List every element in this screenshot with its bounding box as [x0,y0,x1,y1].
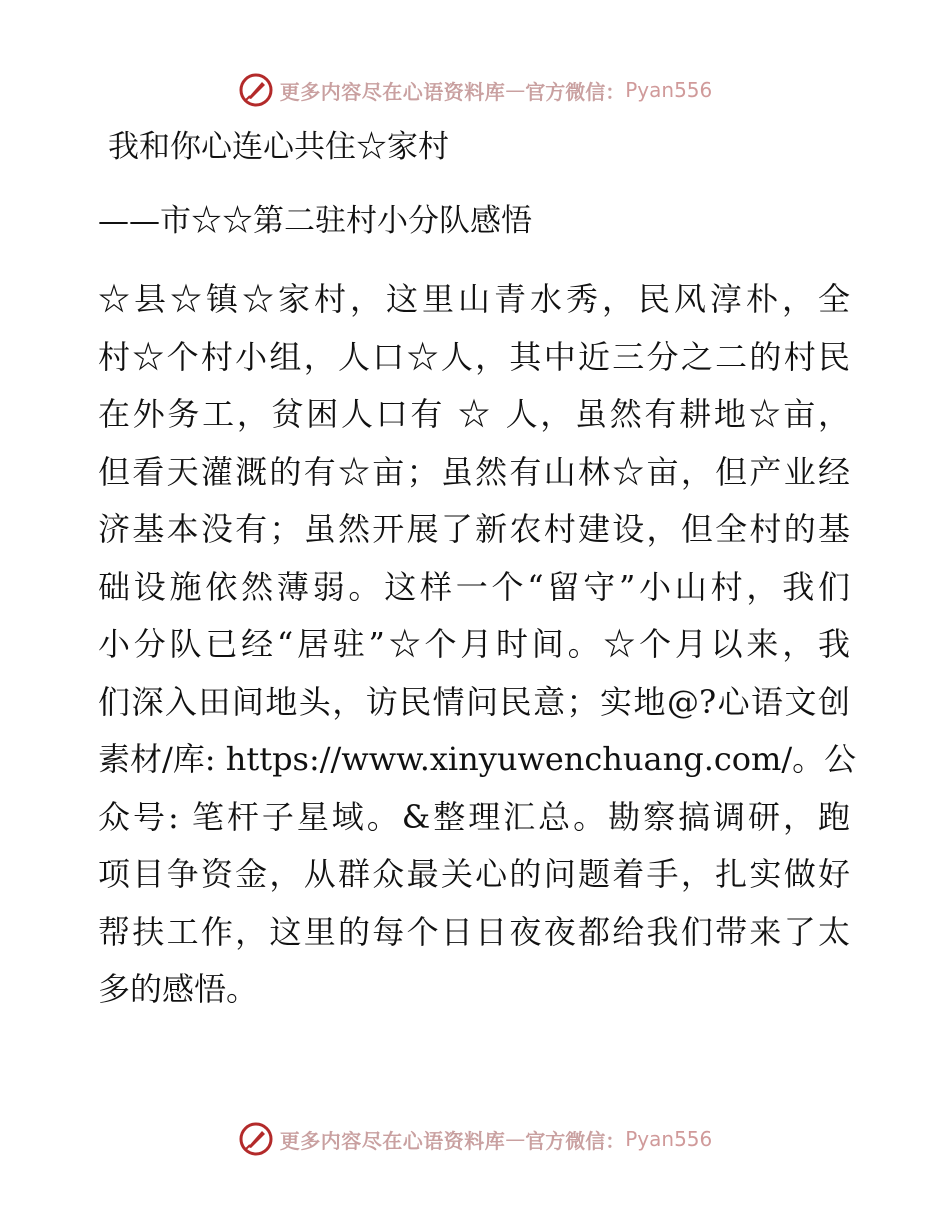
quill-pen-logo-icon [238,72,274,108]
paragraph-line: 在外务工，贫困人口有 ☆ 人，虽然有耕地☆亩， [98,395,850,433]
paragraph-line: ☆县☆镇☆家村，这里山青水秀，民风淳朴，全 [98,280,850,318]
banner-wechat-id: Pyan556 [625,78,713,102]
paragraph-line: 素材/库: https://www.xinyuwenchuang.com/。公 [98,740,857,778]
document-title: 我和你心连心共住☆家村 [108,129,449,165]
banner-wechat-id: Pyan556 [625,1127,713,1151]
quill-pen-logo-icon [238,1121,274,1157]
paragraph-line: 村☆个村小组，人口☆人，其中近三分之二的村民 [98,337,850,376]
paragraph-line: 济基本没有；虽然开展了新农村建设，但全村的基 [98,510,850,548]
paragraph-line: 多的感悟。 [98,970,259,1008]
banner-wechat-label: 官方微信： [525,1128,626,1153]
banner-wechat-label: 官方微信： [525,79,626,104]
paragraph-line: 小分队已经“居驻”☆个月时间。☆个月以来，我 [98,625,850,663]
banner-dash: — [505,78,526,102]
header-banner [0,70,950,110]
banner-tagline: 更多内容尽在心语资料库 [279,1128,506,1153]
paragraph-line: 众号: 笔杆子星域。&整理汇总。勘察搞调研，跑 [98,797,850,836]
paragraph-line: 帮扶工作，这里的每个日日夜夜都给我们带来了太 [98,912,850,951]
paragraph-line: 项目争资金，从群众最关心的问题着手，扎实做好 [98,855,850,893]
banner-tagline: 更多内容尽在心语资料库 [279,79,506,104]
paragraph-line: 但看天灌溉的有☆亩；虽然有山林☆亩，但产业经 [98,452,850,491]
paragraph-line: 础设施依然薄弱。这样一个“留守”小山村，我们 [98,567,850,606]
paragraph-line: 们深入田间地头，访民情问民意；实地@?心语文创 [98,682,850,721]
banner-dash: — [505,1127,526,1151]
body-paragraph [98,271,857,1019]
footer-banner [0,1119,950,1159]
document-subtitle: ——市☆☆第二驻村小分队感悟 [98,203,532,239]
